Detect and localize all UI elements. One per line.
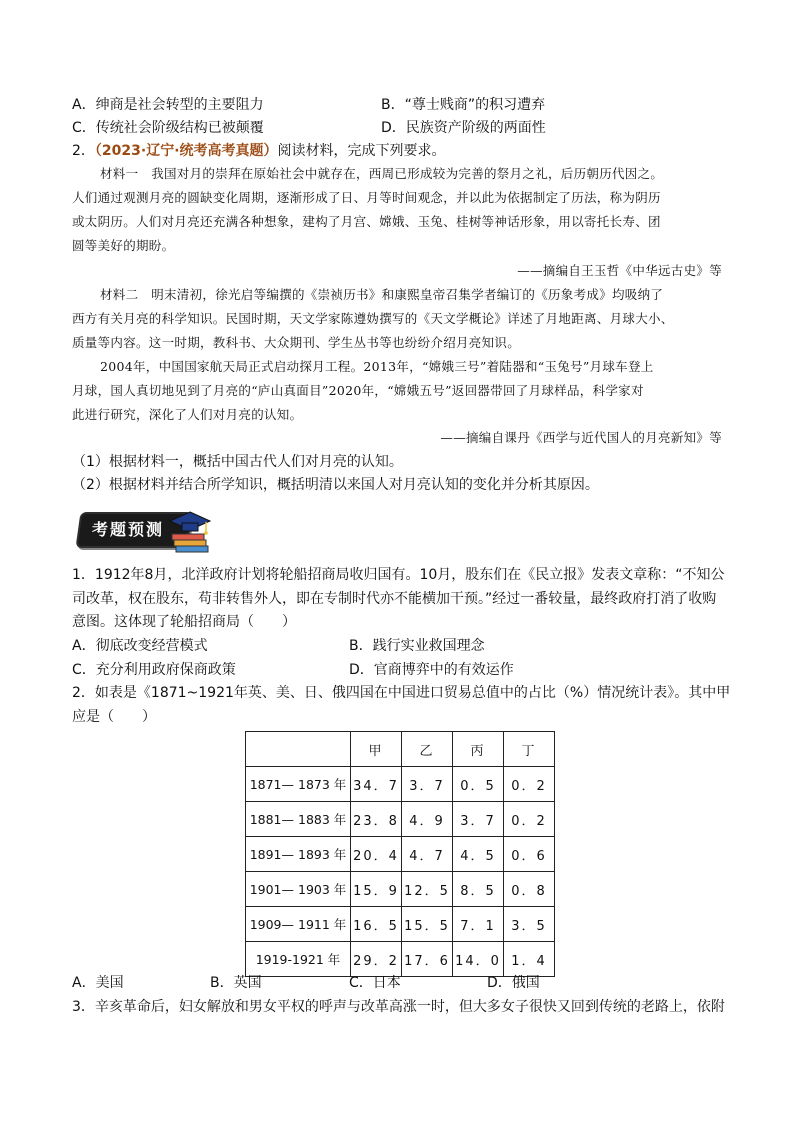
table-cell: 20．4 [351,837,402,872]
table-cell: 1871— 1873 年 [246,767,351,802]
table-cell: 4．9 [402,802,453,837]
table-header-cell: 甲 [351,732,402,767]
table-row [246,802,555,837]
material1-line4: 圆等美好的期盼。 [72,238,175,253]
q2-line2: 应是（ ） [72,709,156,725]
table-cell: 3．7 [402,767,453,802]
table-row [246,907,555,942]
q1-line3: 意图。这体现了轮船招商局（ ） [72,614,296,630]
material1-line3: 或太阴历。人们对月亮还充满各种想象，建构了月宫、嫦娥、玉兔、桂树等神话形象，用以寄托长寿、团 [72,214,661,229]
table-cell: 4．5 [453,837,504,872]
q1-line1: 1．1912年8月，北洋政府计划将轮船招商局收归国有。10月，股东们在《民立报》发表文章称：“不知公 [72,567,725,583]
material1-line2: 人们通过观测月亮的圆缺变化周期，逐渐形成了日、月等时间观念，并以此为依据制定了历法，称为阴历 [72,190,661,205]
table-cell: 15．9 [351,872,402,907]
table-cell: 29．2 [351,942,402,977]
table-cell: 7．1 [453,907,504,942]
q3-line1: 3．辛亥革命后，妇女解放和男女平权的呼声与改革高涨一时，但大多女子很快又回到传统的老路上，依附 [72,999,725,1015]
material1-line1: 材料一 我国对月的崇拜在原始社会中就存在，西周已形成较为完善的祭月之礼，后历朝历代因之。 [100,166,664,181]
material2-line5: 月球，国人真切地见到了月亮的“庐山真面目”2020年，“嫦娥五号”返回器带回了月球样品，科学家对 [72,383,644,398]
table-cell: 0．2 [504,767,555,802]
material2-source: ——摘编自课丹《西学与近代国人的月亮新知》等 [440,430,722,445]
material1-source: ——摘编自王玉哲《中华远古史》等 [517,263,722,278]
table-cell: 14．0 [453,942,504,977]
table-cell: 23．8 [351,802,402,837]
prev-option-b[interactable]: B．“尊士贱商”的积习遭弃 [381,97,546,113]
q2-exam-number: 2． [72,143,95,159]
table-cell: 17．6 [402,942,453,977]
table-cell: 0．6 [504,837,555,872]
table-cell: 1919-1921 年 [246,942,351,977]
table-cell: 8．5 [453,872,504,907]
trade-share-table [245,731,555,977]
table-header-cell [246,732,351,767]
table-row [246,837,555,872]
q2-option-a[interactable]: A．美国 [72,975,124,991]
table-cell: 1909— 1911 年 [246,907,351,942]
material2-line6: 此进行研究，深化了人们对月亮的认知。 [72,407,303,422]
material2-line3: 质量等内容。这一时期，教科书、大众期刊、学生丛书等也纷纷介绍月亮知识。 [72,335,521,350]
q1-option-a[interactable]: A．彻底改变经营模式 [72,638,208,654]
q2-sub1: （1）根据材料一，概括中国古代人们对月亮的认知。 [72,454,403,470]
table-row [246,872,555,907]
table-cell: 34．7 [351,767,402,802]
table-header-cell: 丙 [453,732,504,767]
table-cell: 0．8 [504,872,555,907]
prev-option-a[interactable]: A．绅商是社会转型的主要阻力 [72,97,264,113]
table-cell: 0．5 [453,767,504,802]
table-cell: 0．2 [504,802,555,837]
material2-line4: 2004年，中国国家航天局正式启动探月工程。2013年，“嫦娥三号”着陆器和“玉兔号”月球车登上 [100,359,654,374]
table-cell: 4．7 [402,837,453,872]
table-header-row [246,732,555,767]
table-cell: 15．5 [402,907,453,942]
q2-line1: 2．如表是《1871~1921年英、美、日、俄四国在中国进口贸易总值中的占比（%）情况统计表》。其中甲 [72,685,731,701]
prev-option-d[interactable]: D．民族资产阶级的两面性 [381,120,546,136]
table-cell: 1881— 1883 年 [246,802,351,837]
q1-option-b[interactable]: B．践行实业救国理念 [349,638,485,654]
table-cell: 1901— 1903 年 [246,872,351,907]
table-header-cell: 丁 [504,732,555,767]
table-row [246,767,555,802]
exam-prediction-banner [74,504,214,556]
table-cell: 3．7 [453,802,504,837]
table-row [246,942,555,977]
q1-line2: 司改革，权在股东，苟非转售外人，即在专制时代亦不能横加干预。”经过一番较量，最终政府打消了收购 [72,591,717,607]
q2-exam-header [72,141,446,161]
table-cell: 3．5 [504,907,555,942]
table-cell: 1891— 1893 年 [246,837,351,872]
material2-line2: 西方有关月亮的科学知识。民国时期，天文学家陈遵妫撰写的《天文学概论》详述了月地距离、月球大小、 [72,311,674,326]
q2-option-d[interactable]: D．俄国 [487,975,540,991]
table-header-cell: 乙 [402,732,453,767]
q1-option-d[interactable]: D．官商博弈中的有效运作 [349,662,514,678]
q2-option-c[interactable]: C．日本 [349,975,401,991]
material2-line1: 材料二 明末清初，徐光启等编撰的《崇祯历书》和康熙皇帝召集学者编订的《历象考成》均吸纳了 [100,287,664,302]
q2-option-b[interactable]: B．英国 [210,975,262,991]
prev-option-c[interactable]: C．传统社会阶级结构已被颠覆 [72,120,264,136]
q2-exam-prompt: 阅读材料，完成下列要求。 [277,143,446,159]
q2-sub2: （2）根据材料并结合所学知识，概括明清以来国人对月亮认知的变化并分析其原因。 [72,477,599,493]
table-cell: 12．5 [402,872,453,907]
q1-option-c[interactable]: C．充分利用政府保商政策 [72,662,236,678]
banner-label: 考题预测 [92,520,165,539]
table-cell: 16．5 [351,907,402,942]
q2-exam-source: （2023·辽宁·统考高考真题） [94,143,278,159]
books-cap-icon [168,510,212,556]
table-cell: 1．4 [504,942,555,977]
